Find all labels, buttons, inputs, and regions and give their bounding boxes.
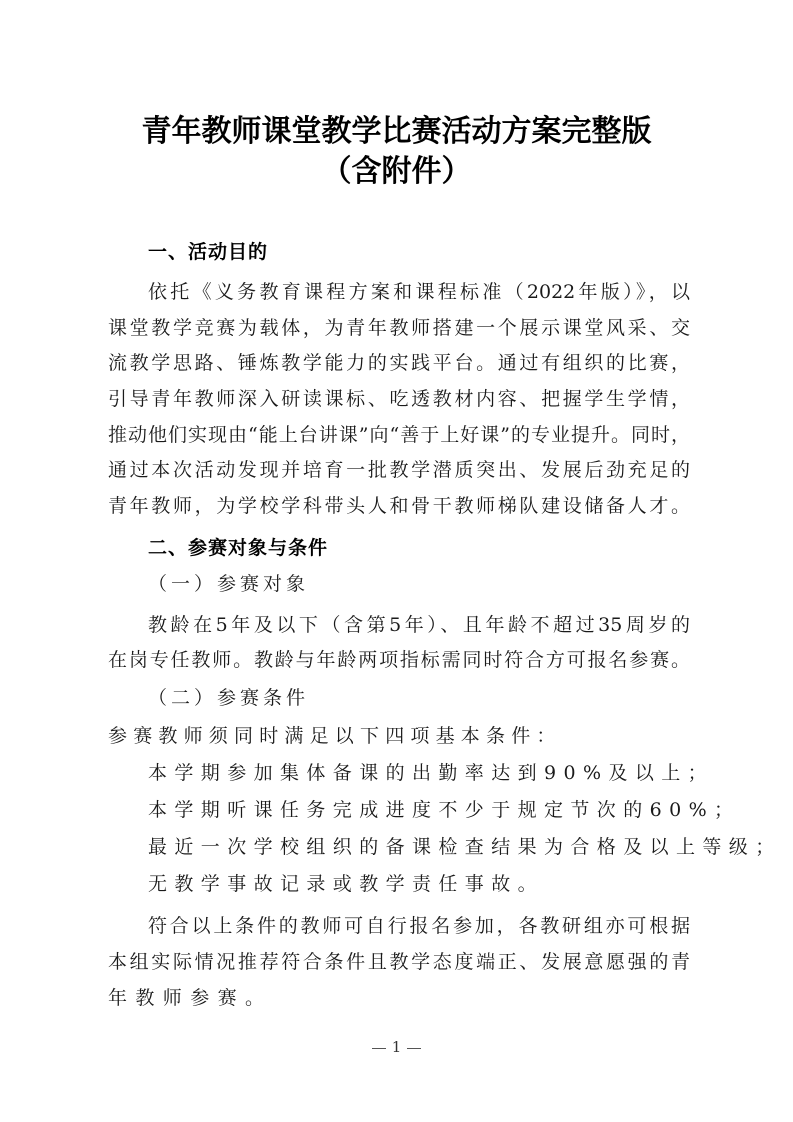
footer-dash-left — [372, 1048, 386, 1049]
condition-item: 本学期听课任务完成进度不少于规定节次的60%； — [148, 799, 741, 821]
section-heading-participants: 二、参赛对象与条件 — [148, 537, 329, 559]
paragraph-line: 青年教师，为学校学科带头人和骨干教师梯队建设储备人才。 — [108, 495, 690, 517]
paragraph-line: 符合以上条件的教师可自行报名参加，各教研组亦可根据 — [148, 915, 690, 937]
document-title: 青年教师课堂教学比赛活动方案完整版 — [141, 114, 652, 149]
paragraph-line: 课堂教学竞赛为载体，为青年教师搭建一个展示课堂风采、交 — [108, 317, 690, 339]
page-footer — [0, 1036, 793, 1058]
paragraph-line: 在岗专任教师。教龄与年龄两项指标需同时符合方可报名参赛。 — [108, 649, 690, 671]
condition-item: 最近一次学校组织的备课检查结果为合格及以上等级； — [148, 836, 782, 858]
paragraph-line: 推动他们实现由“能上台讲课”向“善于上好课”的专业提升。同时， — [108, 424, 690, 446]
paragraph-line: 年教师参赛。 — [108, 987, 273, 1009]
footer-dash-right — [407, 1048, 421, 1049]
condition-item: 本学期参加集体备课的出勤率达到90%及以上； — [148, 762, 715, 784]
document-subtitle: （含附件） — [321, 154, 472, 189]
section-heading-purpose: 一、活动目的 — [148, 241, 269, 263]
paragraph-line: 参赛教师须同时满足以下四项基本条件： — [108, 725, 562, 747]
paragraph-line: 引导青年教师深入研读课标、吃透教材内容、把握学生学情， — [108, 388, 690, 410]
subsection-heading-eligibility: （一）参赛对象 — [148, 573, 310, 595]
paragraph-line: 通过本次活动发现并培育一批教学潜质突出、发展后劲充足的 — [108, 459, 690, 481]
paragraph-line: 流教学思路、锤炼教学能力的实践平台。通过有组织的比赛， — [108, 352, 690, 374]
paragraph-line: 本组实际情况推荐符合条件且教学态度端正、发展意愿强的青 — [108, 951, 690, 973]
condition-item: 无教学事故记录或教学责任事故。 — [148, 873, 545, 895]
paragraph-line: 教龄在5年及以下（含第5年）、且年龄不超过35周岁的 — [148, 614, 690, 636]
subsection-heading-conditions: （二）参赛条件 — [148, 687, 310, 709]
paragraph-line: 依托《义务教育课程方案和课程标准（2022年版）》，以 — [148, 281, 690, 303]
page-number: 1 — [391, 1038, 402, 1056]
